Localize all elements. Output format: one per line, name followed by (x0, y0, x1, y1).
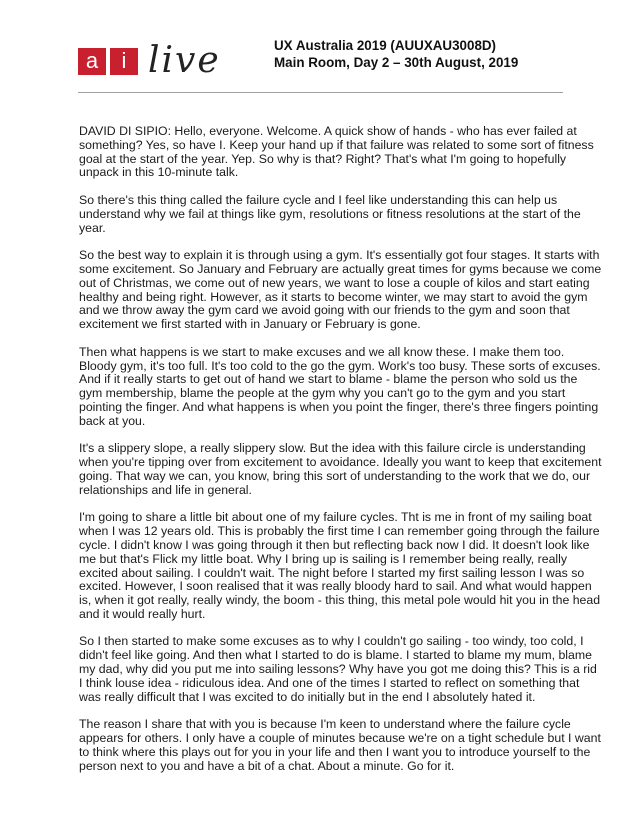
transcript-line: and we throw away the gym card we avoid going with our friends to the gym and soon that (79, 303, 570, 318)
transcript-line: when I was 12 years old. This is probably the first time I can remember going through the failure (79, 524, 600, 539)
event-title: UX Australia 2019 (AUUXAU3008D) (274, 38, 497, 53)
transcript-line: didn't feel like going. And then what I started to do is blame. I started to blame my mum, blame (79, 648, 592, 663)
transcript-line: DAVID DI SIPIO: Hello, everyone. Welcome. A quick show of hands - who has ever failed at (79, 124, 577, 138)
ai-live-logo (78, 40, 221, 81)
transcript-line: And if it really starts to get out of hand we start to blame - blame the person who sold us the (79, 372, 578, 387)
transcript-line: So there's this thing called the failure cycle and I feel like understanding this can help us (79, 192, 558, 207)
logo-word-live: live (148, 40, 221, 81)
transcript-line: excitement we first started with in January or February is gone. (79, 317, 421, 332)
transcript-line: Then what happens is we start to make excuses and we all know these. I make them too. (79, 344, 565, 359)
transcript-line: So I then started to make some excuses as to why I couldn't go sailing - too windy, too cold, I (79, 634, 584, 649)
transcript-line: me but that's Flick my little boat. Why I bring up is sailing is I remember being really, really (79, 551, 568, 566)
session-info: Main Room, Day 2 – 30th August, 2019 (274, 54, 519, 70)
transcript-line: healthy and being right. However, as it starts to become winter, we may start to avoid the gym (79, 289, 588, 304)
transcript-line: something? Yes, so have I. Keep your hand up if that failure was related to some sort of fitness (79, 137, 594, 152)
transcript-paragraph (79, 125, 602, 180)
transcript-line: Bloody gym, it's too full. It's too cold to the go the gym. Work's too busy. These sorts of excuses. (79, 358, 601, 373)
transcript-line: unpack in this 10-minute talk. (79, 165, 239, 180)
transcript-paragraph (79, 346, 602, 429)
transcript-line: out of Christmas, we come out of new years, we want to lose a couple of kilos and start eating (79, 275, 590, 290)
transcript-line: The reason I share that with you is because I'm keen to understand where the failure cycle (79, 717, 571, 732)
transcript-line: excited. However, I soon realised that it was really bloody hard to sail. And what would happen (79, 579, 592, 594)
transcript-line: when you're tipping over from excitement to avoidance. Ideally you want to keep that excitement (79, 455, 602, 470)
logo-box-i: i (110, 48, 138, 75)
transcript-line: to think where this plays out for you in your life and then I want you to introduce yourself to the (79, 744, 591, 759)
transcript-line: cycle. I didn't know I was going through it then but reflecting back now I did. It doesn't look like (79, 537, 590, 552)
transcript-line: I think louse idea - ridiculous idea. And one of the times I started to reflect on something that (79, 675, 580, 690)
transcript-body (79, 125, 602, 787)
transcript-paragraph (79, 249, 602, 332)
transcript-line: gym membership, blame the people at the gym why you can't go to the gym and you start (79, 386, 566, 401)
transcript-paragraph (79, 718, 602, 773)
transcript-line: understand why we fail at things like gym, resolutions or fitness resolutions at the start of the (79, 206, 581, 221)
transcript-line: year. (79, 220, 106, 235)
transcript-paragraph (79, 194, 602, 235)
transcript-line: was really difficult that I was excited to do initially but in the end I absolutely hated it. (79, 689, 536, 704)
transcript-line: goal at the start of the year. Yep. So why is that? Right? That's what I'm going to hopefully (79, 151, 567, 166)
transcript-paragraph (79, 442, 602, 497)
transcript-paragraph (79, 511, 602, 621)
transcript-line: pointing the finger. And what happens is when you point the finger, there's three fingers pointing (79, 399, 599, 414)
transcript-line: some excitement. So January and February are actually great times for gyms because we come (79, 261, 602, 276)
transcript-line: back at you. (79, 413, 146, 428)
transcript-line: excited about sailing. I couldn't wait. The night before I started my first sailing lesson I was so (79, 565, 585, 580)
transcript-line: my dad, why did you put me into sailing lessons? Why have you got me doing this? This is a rid (79, 662, 597, 677)
transcript-line: going. That way we can, you know, bring this sort of understanding to the work that we do, our (79, 468, 591, 483)
transcript-line: person next to you and have a bit of a chat. About a minute. Go for it. (79, 758, 455, 773)
transcript-paragraph (79, 635, 602, 704)
transcript-line: appears for others. I only have a couple of minutes because we're on a tight schedule but I want (79, 731, 601, 746)
transcript-line: relationships and life in general. (79, 482, 252, 497)
transcript-line: and it would really hurt. (79, 606, 206, 621)
logo-box-a: a (78, 48, 106, 75)
transcript-line: It's a slippery slope, a really slippery slow. But the idea with this failure circle is understanding (79, 441, 586, 456)
transcript-line: is, when it got really, really windy, the boom - this thing, this metal pole would hit you in the head (79, 593, 601, 608)
transcript-line: I'm going to share a little bit about one of my failure cycles. Tht is me in front of my sailing boat (79, 510, 592, 525)
transcript-line: So the best way to explain it is through using a gym. It's essentially got four stages. It starts with (79, 248, 600, 263)
document-header (274, 38, 518, 71)
header-divider (78, 92, 563, 93)
